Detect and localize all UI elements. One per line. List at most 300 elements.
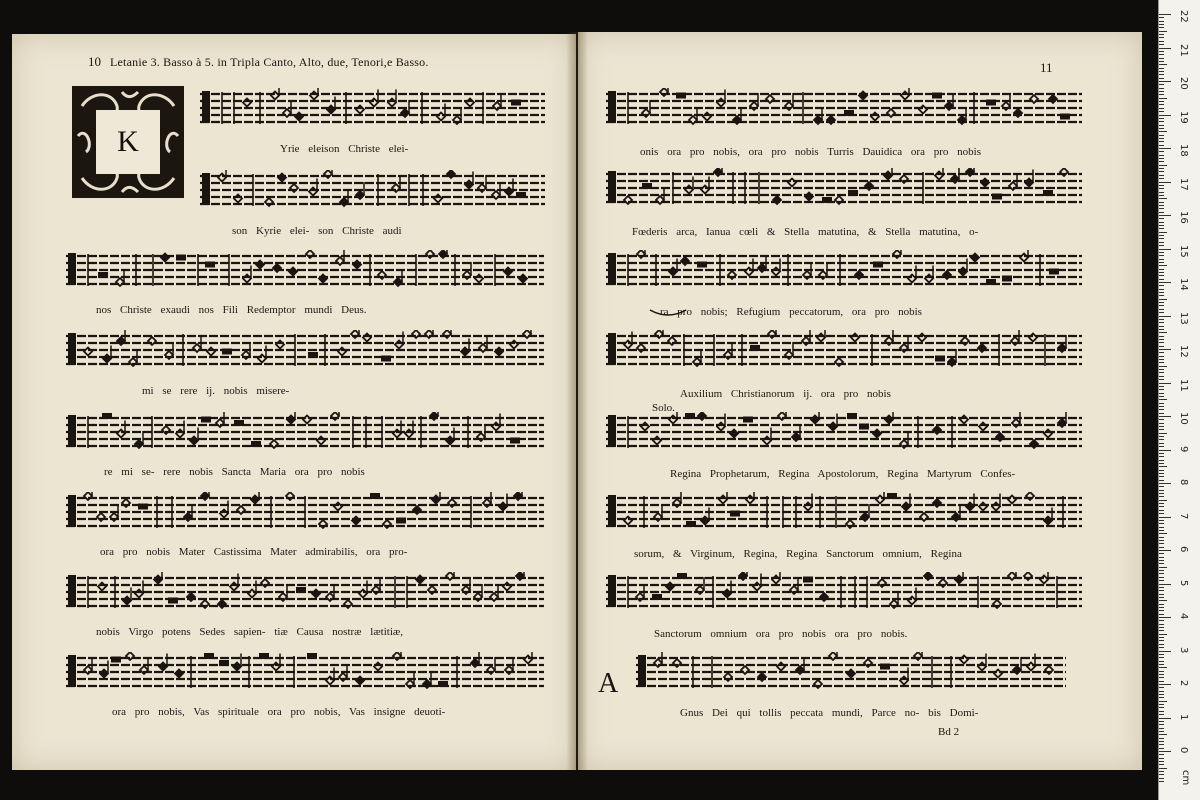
ruler-minor-tick xyxy=(1159,667,1167,668)
ruler-minor-tick xyxy=(1159,587,1164,588)
ruler-minor-tick xyxy=(1159,506,1164,507)
note-head xyxy=(1020,254,1028,262)
ruler-number: 14 xyxy=(1178,278,1189,291)
ruler-minor-tick xyxy=(1159,470,1164,471)
ruler-tick xyxy=(1159,651,1171,652)
note-head xyxy=(960,656,968,664)
breve-note xyxy=(677,573,687,579)
note-head xyxy=(175,670,183,678)
clef-symbol xyxy=(202,91,210,123)
ruler-minor-tick xyxy=(1159,235,1164,236)
ruler-minor-tick xyxy=(1159,252,1164,253)
breve-note xyxy=(1049,269,1059,275)
note-head xyxy=(310,92,318,100)
left-lyric-1: Yrie eleison Christe elei- xyxy=(280,143,409,155)
note-head xyxy=(416,576,424,584)
ruler-minor-tick xyxy=(1159,620,1164,621)
note-head xyxy=(276,341,284,349)
note-head xyxy=(326,677,334,685)
ruler-tick xyxy=(1159,617,1171,618)
ruler-minor-tick xyxy=(1159,748,1164,749)
ruler-minor-tick xyxy=(1159,31,1167,32)
left-staff-3 xyxy=(66,250,544,296)
ruler-minor-tick xyxy=(1159,403,1164,404)
ruler-tick xyxy=(1159,751,1171,752)
ruler-minor-tick xyxy=(1159,108,1164,109)
ruler-minor-tick xyxy=(1159,409,1164,410)
breve-note xyxy=(296,587,306,593)
clef-symbol xyxy=(608,495,616,527)
ruler-minor-tick xyxy=(1159,366,1167,367)
note-head xyxy=(432,496,440,504)
note-head xyxy=(159,663,167,671)
ruler-minor-tick xyxy=(1159,657,1164,658)
ruler-tick xyxy=(1159,483,1171,484)
ruler-tick xyxy=(1159,81,1171,82)
breve-note xyxy=(935,356,945,362)
ruler-minor-tick xyxy=(1159,761,1164,762)
ruler-minor-tick xyxy=(1159,212,1164,213)
ruler-tick xyxy=(1159,182,1171,183)
left-lyric-5: re mi se- rere nobis Sancta Maria ora pro nobis xyxy=(104,466,365,478)
breve-note xyxy=(986,279,996,285)
ruler-number: 17 xyxy=(1178,177,1189,191)
ruler-minor-tick xyxy=(1159,513,1164,514)
ruler-minor-tick xyxy=(1159,299,1167,300)
ruler-minor-tick xyxy=(1159,138,1164,139)
note-head xyxy=(805,193,813,201)
solo-label: Solo. xyxy=(652,402,675,414)
note-head xyxy=(251,496,259,504)
ruler-minor-tick xyxy=(1159,21,1164,22)
ruler-minor-tick xyxy=(1159,269,1164,270)
ruler-minor-tick xyxy=(1159,17,1164,18)
note-head xyxy=(218,174,226,182)
note-head xyxy=(847,670,855,678)
breve-note xyxy=(932,93,942,99)
note-head xyxy=(475,275,483,283)
ruler-tick xyxy=(1159,48,1171,49)
ruler-minor-tick xyxy=(1159,259,1164,260)
note-head xyxy=(504,268,512,276)
ruler-minor-tick xyxy=(1159,547,1164,548)
breve-note xyxy=(370,493,380,499)
ruler-minor-tick xyxy=(1159,54,1164,55)
ruler-minor-tick xyxy=(1159,88,1164,89)
note-head xyxy=(295,113,303,121)
ruler-number: 12 xyxy=(1178,345,1189,358)
note-head xyxy=(851,334,859,342)
ruler-minor-tick xyxy=(1159,27,1164,28)
ruler-minor-tick xyxy=(1159,781,1164,782)
ruler-minor-tick xyxy=(1159,202,1164,203)
note-head xyxy=(434,195,442,203)
breve-note xyxy=(887,493,897,499)
note-head xyxy=(730,430,738,438)
ruler-minor-tick xyxy=(1159,466,1167,467)
breve-note xyxy=(234,420,244,426)
ruler-minor-tick xyxy=(1159,352,1164,353)
ruler-number: 1 xyxy=(1178,713,1189,720)
ruler-minor-tick xyxy=(1159,51,1164,52)
breve-note xyxy=(743,417,753,423)
ruler-minor-tick xyxy=(1159,332,1167,333)
note-head xyxy=(763,437,771,445)
ruler-minor-tick xyxy=(1159,600,1167,601)
ruler-minor-tick xyxy=(1159,426,1164,427)
note-head xyxy=(161,254,169,262)
ruler-minor-tick xyxy=(1159,486,1164,487)
breve-note xyxy=(222,349,232,355)
note-head xyxy=(624,341,632,349)
ruler-minor-tick xyxy=(1159,178,1164,179)
breve-note xyxy=(511,100,521,106)
note-head xyxy=(772,268,780,276)
note-head xyxy=(370,99,378,107)
note-head xyxy=(979,503,987,511)
ruler-tick xyxy=(1159,215,1171,216)
note-head xyxy=(994,670,1002,678)
breve-note xyxy=(750,345,760,351)
note-head xyxy=(900,677,908,685)
ruler-minor-tick xyxy=(1159,312,1164,313)
ruler-number: 20 xyxy=(1178,77,1189,90)
ruler-minor-tick xyxy=(1159,640,1164,641)
breve-note xyxy=(516,192,526,198)
ruler-tick xyxy=(1159,115,1171,116)
note-head xyxy=(971,254,979,262)
breve-note xyxy=(986,100,996,106)
ruler-minor-tick xyxy=(1159,165,1167,166)
note-head xyxy=(777,663,785,671)
right-lyric-6: sorum, & Virginum, Regina, Regina Sanctorum omnium, Regina xyxy=(634,548,962,560)
ruler-minor-tick xyxy=(1159,567,1167,568)
ruler-minor-tick xyxy=(1159,329,1164,330)
ruler-minor-tick xyxy=(1159,222,1164,223)
left-staff-2 xyxy=(200,170,545,216)
note-head xyxy=(788,179,796,187)
note-head xyxy=(966,503,974,511)
ruler-minor-tick xyxy=(1159,205,1164,206)
note-head xyxy=(902,503,910,511)
note-head xyxy=(388,99,396,107)
note-head xyxy=(190,437,198,445)
note-head xyxy=(319,275,327,283)
right-staff-8 xyxy=(636,652,1066,698)
ruler-minor-tick xyxy=(1159,218,1164,219)
note-head xyxy=(207,348,215,356)
ruler-minor-tick xyxy=(1159,543,1164,544)
ruler-minor-tick xyxy=(1159,627,1164,628)
ruler-minor-tick xyxy=(1159,724,1164,725)
ruler-minor-tick xyxy=(1159,463,1164,464)
ruler-tick xyxy=(1159,148,1171,149)
ruler-minor-tick xyxy=(1159,644,1164,645)
ruler-minor-tick xyxy=(1159,754,1164,755)
note-head xyxy=(303,416,311,424)
note-head xyxy=(363,334,371,342)
ruler-tick xyxy=(1159,14,1171,15)
ruler-minor-tick xyxy=(1159,456,1164,457)
ruler-minor-tick xyxy=(1159,356,1164,357)
ruler-minor-tick xyxy=(1159,295,1164,296)
ruler-number: 10 xyxy=(1178,412,1189,425)
ruler-minor-tick xyxy=(1159,195,1164,196)
note-head xyxy=(717,423,725,431)
ruler-minor-tick xyxy=(1159,372,1164,373)
ruler-minor-tick xyxy=(1159,78,1164,79)
breve-note xyxy=(685,413,695,419)
ruler-minor-tick xyxy=(1159,98,1167,99)
ruler-minor-tick xyxy=(1159,697,1164,698)
ruler-minor-tick xyxy=(1159,359,1164,360)
breve-note xyxy=(992,194,1002,200)
note-head xyxy=(312,590,320,598)
ruler-minor-tick xyxy=(1159,460,1164,461)
ruler-number: 19 xyxy=(1178,110,1189,124)
ruler-minor-tick xyxy=(1159,305,1164,306)
ruler-minor-tick xyxy=(1159,413,1164,414)
note-head xyxy=(243,275,251,283)
note-head xyxy=(446,437,454,445)
ruler-minor-tick xyxy=(1159,339,1164,340)
ruler-minor-tick xyxy=(1159,490,1164,491)
note-head xyxy=(669,268,677,276)
clef-symbol xyxy=(608,171,616,203)
left-staff-8 xyxy=(66,652,544,698)
breve-note xyxy=(438,681,448,687)
ruler-minor-tick xyxy=(1159,131,1167,132)
ruler-minor-tick xyxy=(1159,681,1164,682)
breve-note xyxy=(201,417,211,423)
ruler-minor-tick xyxy=(1159,185,1164,186)
note-head xyxy=(859,92,867,100)
ruler-minor-tick xyxy=(1159,151,1164,152)
note-head xyxy=(1027,663,1035,671)
note-head xyxy=(1044,517,1052,525)
ruler-minor-tick xyxy=(1159,496,1164,497)
note-head xyxy=(1025,179,1033,187)
note-head xyxy=(979,423,987,431)
ruler-minor-tick xyxy=(1159,232,1167,233)
ruler-minor-tick xyxy=(1159,41,1164,42)
signature-mark: Bd 2 xyxy=(938,726,960,738)
note-head xyxy=(233,663,241,671)
ruler-minor-tick xyxy=(1159,560,1164,561)
note-head xyxy=(437,113,445,121)
breve-note xyxy=(259,653,269,659)
note-head xyxy=(746,496,754,504)
left-lyric-4: mi se rere ij. nobis misere- xyxy=(142,385,290,397)
breve-note xyxy=(138,504,148,510)
ruler-minor-tick xyxy=(1159,141,1164,142)
ruler-minor-tick xyxy=(1159,741,1164,742)
ruler-minor-tick xyxy=(1159,346,1164,347)
right-lyric-5: Regina Prophetarum, Regina Apostolorum, Regina Martyrum Confes- xyxy=(670,468,1016,480)
initial-letter-a: A xyxy=(598,668,619,699)
note-head xyxy=(356,677,364,685)
ruler-tick xyxy=(1159,383,1171,384)
note-head xyxy=(278,174,286,182)
note-head xyxy=(753,583,761,591)
ruler-minor-tick xyxy=(1159,674,1164,675)
note-head xyxy=(955,576,963,584)
note-head xyxy=(624,517,632,525)
ruler-minor-tick xyxy=(1159,34,1164,35)
note-head xyxy=(1040,576,1048,584)
note-head xyxy=(176,430,184,438)
ruler-minor-tick xyxy=(1159,530,1164,531)
note-head xyxy=(395,341,403,349)
ruler-minor-tick xyxy=(1159,480,1164,481)
note-head xyxy=(317,437,325,445)
ruler-minor-tick xyxy=(1159,71,1164,72)
ruler-tick xyxy=(1159,684,1171,685)
note-head xyxy=(908,275,916,283)
note-head xyxy=(1044,430,1052,438)
ruler-minor-tick xyxy=(1159,309,1164,310)
left-staff-7 xyxy=(66,572,544,618)
breve-note xyxy=(307,653,317,659)
ruler-minor-tick xyxy=(1159,24,1164,25)
ruler-minor-tick xyxy=(1159,711,1164,712)
ruler-minor-tick xyxy=(1159,362,1164,363)
ruler-number: 2 xyxy=(1178,680,1189,687)
note-head xyxy=(334,503,342,511)
note-head xyxy=(465,181,473,189)
note-head xyxy=(287,416,295,424)
ruler-minor-tick xyxy=(1159,577,1164,578)
ruler-minor-tick xyxy=(1159,446,1164,447)
ruler-minor-tick xyxy=(1159,510,1164,511)
ruler-minor-tick xyxy=(1159,694,1164,695)
ruler-minor-tick xyxy=(1159,168,1164,169)
clef-symbol xyxy=(202,173,210,205)
ruler-minor-tick xyxy=(1159,342,1164,343)
note-head xyxy=(258,355,266,363)
book-gutter xyxy=(566,32,588,770)
note-head xyxy=(901,92,909,100)
ruler-tick xyxy=(1159,584,1171,585)
note-head xyxy=(359,590,367,598)
ruler-minor-tick xyxy=(1159,393,1164,394)
initial-letter-k: K xyxy=(96,110,160,174)
ruler-minor-tick xyxy=(1159,429,1164,430)
ruler-minor-tick xyxy=(1159,289,1164,290)
ruler-minor-tick xyxy=(1159,671,1164,672)
ruler-minor-tick xyxy=(1159,135,1164,136)
clef-symbol xyxy=(638,655,646,687)
ruler-minor-tick xyxy=(1159,228,1164,229)
ruler-minor-tick xyxy=(1159,419,1164,420)
ruler-minor-tick xyxy=(1159,319,1164,320)
note-head xyxy=(510,341,518,349)
right-lyric-3: ra pro nobis; Refugium peccatorum, ora pro nobis xyxy=(660,306,922,318)
ruler-minor-tick xyxy=(1159,738,1164,739)
breve-note xyxy=(652,594,662,600)
ruler-minor-tick xyxy=(1159,557,1164,558)
ruler-minor-tick xyxy=(1159,503,1164,504)
ruler-number: 7 xyxy=(1178,512,1189,519)
note-head xyxy=(353,261,361,269)
ruler-number: 11 xyxy=(1178,378,1189,392)
ruler-minor-tick xyxy=(1159,326,1164,327)
ruler-minor-tick xyxy=(1159,74,1164,75)
note-head xyxy=(685,186,693,194)
ruler-minor-tick xyxy=(1159,121,1164,122)
ruler-minor-tick xyxy=(1159,707,1164,708)
note-head xyxy=(992,503,1000,511)
clef-symbol xyxy=(68,253,76,285)
ruler-minor-tick xyxy=(1159,188,1164,189)
ruler-minor-tick xyxy=(1159,158,1164,159)
ruler-minor-tick xyxy=(1159,336,1164,337)
breve-note xyxy=(730,511,740,517)
clef-symbol xyxy=(608,415,616,447)
note-head xyxy=(272,663,280,671)
breve-note xyxy=(844,110,854,116)
ruler-minor-tick xyxy=(1159,691,1164,692)
note-head xyxy=(327,106,335,114)
ruler-minor-tick xyxy=(1159,175,1164,176)
note-head xyxy=(271,92,279,100)
ruler-tick xyxy=(1159,316,1171,317)
note-head xyxy=(135,590,143,598)
ruler-minor-tick xyxy=(1159,523,1164,524)
breve-note xyxy=(822,197,832,203)
clef-symbol xyxy=(68,575,76,607)
breve-note xyxy=(219,660,229,666)
right-staff-3 xyxy=(606,250,1082,296)
ruler-minor-tick xyxy=(1159,406,1164,407)
note-head xyxy=(817,334,825,342)
breve-note xyxy=(697,262,707,268)
ruler-minor-tick xyxy=(1159,443,1164,444)
breve-note xyxy=(686,521,696,527)
ruler-minor-tick xyxy=(1159,624,1164,625)
note-head xyxy=(701,517,709,525)
note-head xyxy=(519,275,527,283)
ruler-minor-tick xyxy=(1159,677,1164,678)
ruler-minor-tick xyxy=(1159,704,1164,705)
breve-note xyxy=(205,262,215,268)
ruler-minor-tick xyxy=(1159,734,1167,735)
ruler-minor-tick xyxy=(1159,687,1164,688)
ruler-minor-tick xyxy=(1159,573,1164,574)
ruler-minor-tick xyxy=(1159,590,1164,591)
ruler-number: 13 xyxy=(1178,311,1189,325)
clef-symbol xyxy=(68,333,76,365)
note-head xyxy=(772,576,780,584)
ruler-minor-tick xyxy=(1159,731,1164,732)
left-staff-6 xyxy=(66,492,544,538)
ruler-minor-tick xyxy=(1159,744,1164,745)
ruler-minor-tick xyxy=(1159,192,1164,193)
ruler-minor-tick xyxy=(1159,292,1164,293)
clef-symbol xyxy=(68,655,76,687)
ruler-minor-tick xyxy=(1159,255,1164,256)
left-lyric-3: nos Christe exaudi nos Fili Redemptor mundi Deus. xyxy=(96,304,367,316)
ruler-number: 4 xyxy=(1178,613,1189,620)
ruler-minor-tick xyxy=(1159,473,1164,474)
note-head xyxy=(461,348,469,356)
note-head xyxy=(492,423,500,431)
left-lyric-6: ora pro nobis Mater Castissima Mater admirabilis, ora pro- xyxy=(100,546,408,558)
right-lyric-4: Auxilium Christianorum ij. ora pro nobis xyxy=(680,388,891,400)
left-lyric-8: ora pro nobis, Vas spirituale ora pro nobis, Vas insigne deuoti- xyxy=(112,706,446,718)
ruler-minor-tick xyxy=(1159,275,1164,276)
ruler-minor-tick xyxy=(1159,161,1164,162)
